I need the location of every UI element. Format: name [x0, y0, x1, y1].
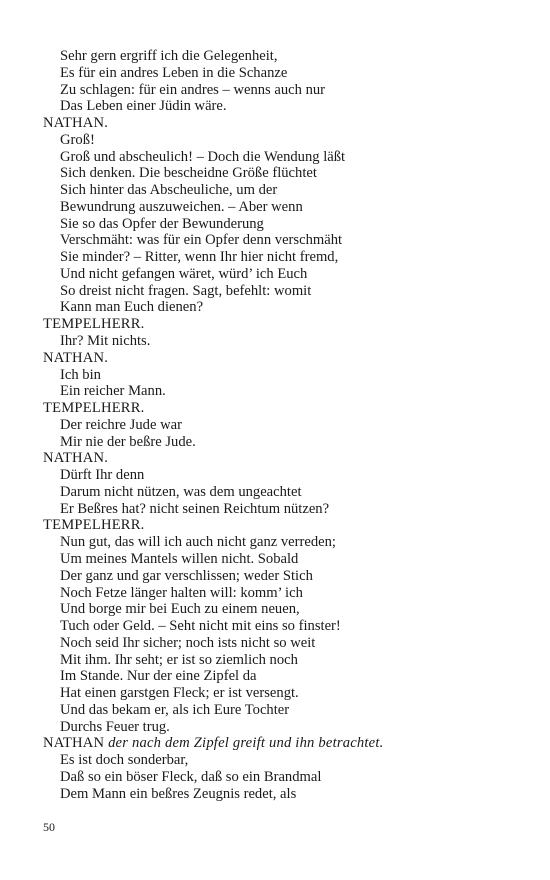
speaker-name: NATHAN. — [43, 349, 109, 366]
verse-line: Dem Mann ein beßres Zeugnis redet, als — [60, 785, 297, 802]
verse-line: Ein reicher Mann. — [60, 383, 166, 400]
verse-line: Hat einen garstgen Fleck; er ist versengt. — [60, 685, 299, 702]
verse-line: Noch Fetze länger halten will: komm’ ich — [60, 584, 303, 601]
verse-line: Sehr gern ergriff ich die Gelegenheit, — [60, 48, 278, 64]
verse-line: Daß so ein böser Fleck, daß so ein Brandmal — [60, 768, 322, 785]
verse-line: Groß und abscheulich! – Doch die Wendung läßt — [60, 148, 346, 165]
verse-line: Bewundrung auszuweichen. – Aber wenn — [60, 198, 303, 215]
verse-line: Verschmäht: was für ein Opfer denn verschmäht — [60, 232, 343, 249]
page-number: 50 — [43, 820, 55, 834]
speaker-name: NATHAN — [43, 735, 105, 752]
verse-line: Ihr? Mit nichts. — [60, 333, 151, 350]
verse-line: Nun gut, das will ich auch nicht ganz verreden; — [60, 534, 336, 551]
play-text — [43, 48, 513, 802]
verse-line: Mir nie der beßre Jude. — [60, 433, 196, 450]
verse-line: Darum nicht nützen, was dem ungeachtet — [60, 483, 302, 500]
verse-line: Im Stande. Nur der eine Zipfel da — [60, 668, 257, 685]
verse-line: Ich bin — [60, 366, 101, 383]
verse-line: Sich hinter das Abscheuliche, um der — [60, 182, 278, 199]
verse-line: Es für ein andres Leben in die Schanze — [60, 64, 288, 81]
verse-line: So dreist nicht fragen. Sagt, befehlt: womit — [60, 282, 312, 299]
verse-line: Sie so das Opfer der Bewunderung — [60, 215, 264, 232]
verse-line: Das Leben einer Jüdin wäre. — [60, 98, 227, 115]
verse-line: Und borge mir bei Euch zu einem neuen, — [60, 601, 300, 618]
speaker-name: NATHAN. — [43, 115, 109, 132]
verse-line: Und nicht gefangen wäret, würd’ ich Euch — [60, 265, 308, 282]
verse-line: Der reichre Jude war — [60, 416, 182, 433]
verse-line: Dürft Ihr denn — [60, 467, 145, 484]
verse-line: Er Beßres hat? nicht seinen Reichtum nützen? — [60, 500, 330, 517]
speaker-name: TEMPELHERR. — [43, 400, 145, 417]
verse-line: Noch seid Ihr sicher; noch ists nicht so weit — [60, 634, 316, 651]
verse-line: Es ist doch sonderbar, — [60, 752, 189, 769]
speaker-with-direction — [43, 735, 513, 752]
verse-line: Mit ihm. Ihr seht; er ist so ziemlich noch — [60, 651, 298, 668]
verse-line: Der ganz und gar verschlissen; weder Stich — [60, 567, 313, 584]
verse-line: Durchs Feuer trug. — [60, 718, 170, 735]
speaker-name: NATHAN. — [43, 450, 109, 467]
verse-line: Und das bekam er, als ich Eure Tochter — [60, 701, 290, 718]
verse-line: Kann man Euch dienen? — [60, 299, 204, 316]
verse-line: Zu schlagen: für ein andres – wenns auch nur — [60, 81, 326, 98]
verse-line: Tuch oder Geld. – Seht nicht mit eins so finster! — [60, 618, 341, 635]
verse-line: Sie minder? – Ritter, wenn Ihr hier nicht fremd, — [60, 249, 339, 266]
stage-direction: der nach dem Zipfel greift und ihn betrachtet. — [108, 735, 384, 752]
speaker-name: TEMPELHERR. — [43, 517, 145, 534]
verse-line: Groß! — [60, 131, 95, 148]
verse-line: Sich denken. Die bescheidne Größe flüchtet — [60, 165, 317, 182]
verse-line: Um meines Mantels willen nicht. Sobald — [60, 550, 299, 567]
speaker-name: TEMPELHERR. — [43, 316, 145, 333]
